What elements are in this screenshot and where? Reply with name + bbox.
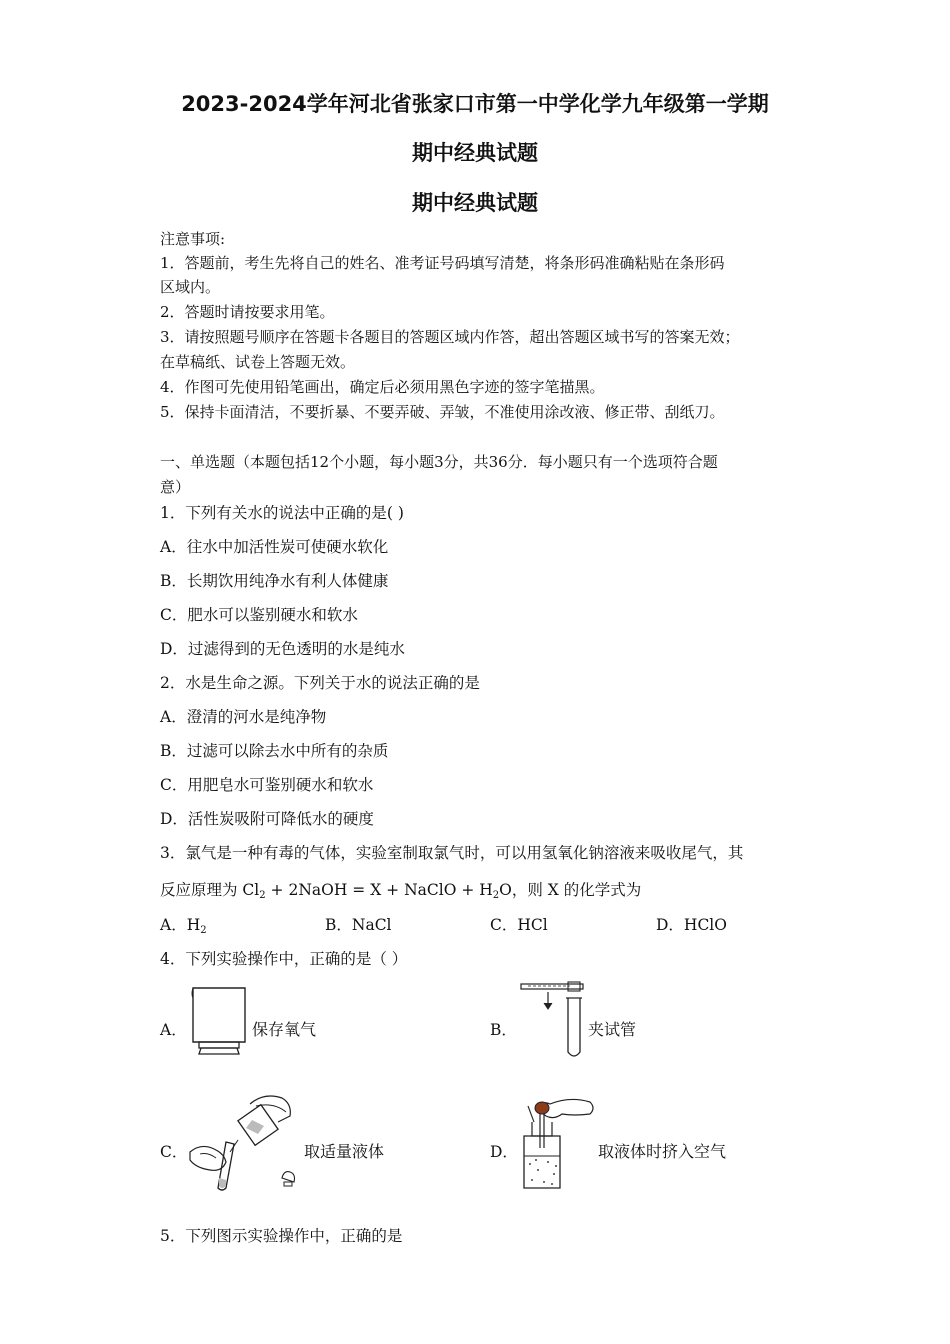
q3-formula-part3: O，则 X 的化学式为 xyxy=(499,881,642,899)
section-heading-cont: 意） xyxy=(160,478,191,496)
q1-option-a: A．往水中加活性炭可使硬水软化 xyxy=(160,538,389,556)
notice-item-1-cont: 区域内。 xyxy=(160,278,221,296)
exam-subtitle: 期中经典试题 xyxy=(412,141,538,165)
notice-item-4: 4．作图可先使用铅笔画出，确定后必须用黑色字迹的签字笔描黑。 xyxy=(160,378,605,396)
q3-option-a-sub: 2 xyxy=(200,925,207,936)
notice-item-3-cont: 在草稿纸、试卷上答题无效。 xyxy=(160,353,356,371)
q2-option-a: A．澄清的河水是纯净物 xyxy=(160,708,327,726)
q3-formula-part2: + 2NaOH = X + NaClO + H xyxy=(265,881,493,899)
q3-stem-formula xyxy=(160,878,641,901)
q4-option-d-text: 取液体时挤入空气 xyxy=(598,1142,727,1161)
q4-option-a-text: 保存氧气 xyxy=(252,1020,317,1039)
q1-option-d: D．过滤得到的无色透明的水是纯水 xyxy=(160,640,405,658)
q1-option-b: B．长期饮用纯净水有利人体健康 xyxy=(160,572,389,590)
q4-stem: 4．下列实验操作中，正确的是（ ） xyxy=(160,950,408,968)
q3-option-a-text: A．H xyxy=(160,916,201,934)
q2-option-b: B．过滤可以除去水中所有的杂质 xyxy=(160,742,389,760)
q4-option-c-text: 取适量液体 xyxy=(304,1142,385,1161)
q3-subscript-h: 2 xyxy=(492,890,500,901)
exam-title: 2023-2024学年河北省张家口市第一中学化学九年级第一学期 xyxy=(181,92,769,116)
test-tube-holder-figure xyxy=(518,980,588,1062)
q2-option-d: D．活性炭吸附可降低水的硬度 xyxy=(160,810,374,828)
q2-option-c: C．用肥皂水可鉴别硬水和软水 xyxy=(160,776,374,794)
notice-item-1: 1．答题前，考生先将自己的姓名、准考证号码填写清楚，将条形码准确粘贴在条形码 xyxy=(160,254,725,272)
q4-option-a-letter: A． xyxy=(160,1021,187,1039)
q3-stem: 3．氯气是一种有毒的气体，实验室制取氯气时，可以用氢氧化钠溶液来吸收尾气，其 xyxy=(160,844,744,862)
exam-subtitle-repeat: 期中经典试题 xyxy=(412,191,538,215)
gas-jar-figure xyxy=(185,984,255,1058)
pouring-liquid-figure xyxy=(186,1082,306,1192)
notice-item-3: 3．请按照题号顺序在答题卡各题目的答题区域内作答，超出答题区域书写的答案无效； xyxy=(160,328,740,346)
q3-option-d: D．HClO xyxy=(656,916,727,934)
q3-option-b: B．NaCl xyxy=(325,916,392,934)
q1-option-c: C．肥水可以鉴别硬水和软水 xyxy=(160,606,358,624)
section-heading: 一、单选题（本题包括12个小题，每小题3分，共36分．每小题只有一个选项符合题 xyxy=(160,453,718,471)
q5-stem: 5．下列图示实验操作中，正确的是 xyxy=(160,1227,403,1245)
q3-option-c: C．HCl xyxy=(490,916,548,934)
q3-option-a xyxy=(160,913,207,936)
notice-item-2: 2．答题时请按要求用笔。 xyxy=(160,303,335,321)
q2-stem: 2．水是生命之源。下列关于水的说法正确的是 xyxy=(160,674,480,692)
q4-option-c-letter: C． xyxy=(160,1143,188,1161)
dropper-bottle-figure xyxy=(518,1092,598,1192)
notice-item-5: 5．保持卡面清洁，不要折暴、不要弄破、弄皱，不准使用涂改液、修正带、刮纸刀。 xyxy=(160,403,725,421)
q3-formula-part1: 反应原理为 Cl xyxy=(160,881,260,899)
q1-stem: 1．下列有关水的说法中正确的是( ) xyxy=(160,504,404,522)
q4-option-b-letter: B． xyxy=(490,1021,517,1039)
q3-subscript-cl: 2 xyxy=(259,890,266,901)
q4-option-d-letter: D． xyxy=(490,1143,518,1161)
notice-heading: 注意事项: xyxy=(160,230,226,248)
q4-option-b-text: 夹试管 xyxy=(588,1020,637,1039)
